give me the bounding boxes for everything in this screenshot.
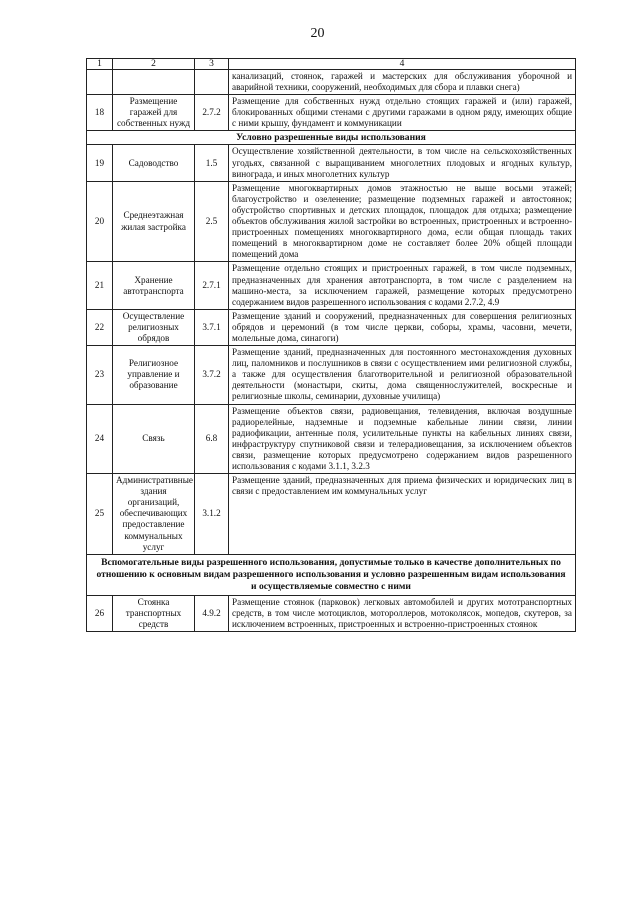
row-number: 25: [87, 474, 113, 555]
use-name: Административные здания организаций, обеспечивающих предоставление коммунальных услуг: [113, 474, 195, 555]
use-code: 4.9.2: [195, 595, 229, 631]
use-name: Садоводство: [113, 145, 195, 181]
table-row: [87, 181, 576, 262]
row-number: 22: [87, 309, 113, 345]
column-number: 2: [113, 59, 195, 70]
use-code: 2.7.1: [195, 262, 229, 309]
continuation-row: [87, 70, 576, 95]
column-number: 1: [87, 59, 113, 70]
use-code: 3.1.2: [195, 474, 229, 555]
section-auxiliary-title: Вспомогательные виды разрешенного использования, допустимые только в качестве дополнительных по отношению к основным видам разрешенного использования и условно разрешенным видам использования и осуществляемые совместно с ними: [87, 554, 576, 595]
table-row: [87, 145, 576, 181]
use-name: Осуществление религиозных обрядов: [113, 309, 195, 345]
table-row: [87, 309, 576, 345]
use-code: 1.5: [195, 145, 229, 181]
use-description: Размещение стоянок (парковок) легковых автомобилей и других мототранспортных средств, в том числе мотоциклов, мотороллеров, мотоколясок, мопедов, скутеров, за исключением встроенных, пристроенных и встроенно-пристроенных стоянок: [229, 595, 576, 631]
row-number: 23: [87, 346, 113, 404]
table-row: [87, 595, 576, 631]
column-number: 3: [195, 59, 229, 70]
use-description: Размещение отдельно стоящих и пристроенных гаражей, в том числе подземных, предназначенных для хранения автотранспорта, в том числе с разделением на машино-места, за исключением гаражей, размещение которых предусмотрено содержанием видов разрешенного использования с кодами 2.7.2, 4.9: [229, 262, 576, 309]
use-description: Размещение многоквартирных домов этажностью не выше восьми этажей; благоустройство и озеленение; размещение подземных гаражей и автостоянок; обустройство спортивных и детских площадок, площадок для отдыха; размещение объектов обслуживания жилой застройки во встроенных, пристроенных и встроенно-пристроенных помещениях многоквартирного дома, если общая площадь таких помещений в многоквартирном доме не составляет более 20% общей площади помещений дома: [229, 181, 576, 262]
table-row: [87, 95, 576, 131]
use-code: 3.7.2: [195, 346, 229, 404]
empty-cell: [113, 70, 195, 95]
section-conditional-title: Условно разрешенные виды использования: [87, 131, 576, 145]
use-name: Размещение гаражей для собственных нужд: [113, 95, 195, 131]
permitted-use-table: [86, 58, 576, 632]
page-number: 20: [310, 26, 325, 41]
table-row: [87, 474, 576, 555]
use-description: Осуществление хозяйственной деятельности, в том числе на сельскохозяйственных угодьях, связанной с выращиванием многолетних плодовых и ягодных культур, винограда, и иных многолетних культур: [229, 145, 576, 181]
use-name: Связь: [113, 404, 195, 474]
use-code: 2.7.2: [195, 95, 229, 131]
use-code: 3.7.1: [195, 309, 229, 345]
row-number: 20: [87, 181, 113, 262]
use-description: Размещение зданий, предназначенных для постоянного местонахождения духовных лиц, паломников и послушников в связи с осуществлением ими религиозной службы, а также для осуществления благотворительной и религиозной образовательной деятельности (монастыри, скиты, дома священнослужителей, воскресные и религиозные школы, семинарии, духовные училища): [229, 346, 576, 404]
column-number: 4: [229, 59, 576, 70]
use-name: Стоянка транспортных средств: [113, 595, 195, 631]
use-description: канализаций, стоянок, гаражей и мастерских для обслуживания уборочной и аварийной техники, сооружений, необходимых для сбора и плавки снега): [229, 70, 576, 95]
row-number: 24: [87, 404, 113, 474]
table-row: [87, 404, 576, 474]
section-header-row: [87, 554, 576, 595]
section-header-row: [87, 131, 576, 145]
column-number-row: [87, 59, 576, 70]
empty-cell: [195, 70, 229, 95]
table-row: [87, 262, 576, 309]
row-number: 26: [87, 595, 113, 631]
row-number: 19: [87, 145, 113, 181]
table-row: [87, 346, 576, 404]
use-name: Религиозное управление и образование: [113, 346, 195, 404]
use-name: Хранение автотранспорта: [113, 262, 195, 309]
row-number: 21: [87, 262, 113, 309]
use-description: Размещение зданий, предназначенных для приема физических и юридических лиц в связи с предоставлением им коммунальных услуг: [229, 474, 576, 555]
use-description: Размещение объектов связи, радиовещания, телевидения, включая воздушные радиорелейные, надземные и подземные кабельные линии связи, линии радиофикации, антенные поля, усилительные пункты на кабельных линиях связи, инфраструктуру спутниковой связи и телерадиовещания, за исключением объектов связи, размещение которых предусмотрено содержанием видов разрешенного использования с кодами 3.1.1, 3.2.3: [229, 404, 576, 474]
use-name: Среднеэтажная жилая застройка: [113, 181, 195, 262]
row-number: 18: [87, 95, 113, 131]
empty-cell: [87, 70, 113, 95]
use-description: Размещение зданий и сооружений, предназначенных для совершения религиозных обрядов и церемоний (в том числе церкви, соборы, храмы, часовни, мечети, молельные дома, синагоги): [229, 309, 576, 345]
use-description: Размещение для собственных нужд отдельно стоящих гаражей и (или) гаражей, блокированных общими стенами с другими гаражами в одном ряду, имеющих общие с ними крышу, фундамент и коммуникации: [229, 95, 576, 131]
use-code: 2.5: [195, 181, 229, 262]
use-code: 6.8: [195, 404, 229, 474]
